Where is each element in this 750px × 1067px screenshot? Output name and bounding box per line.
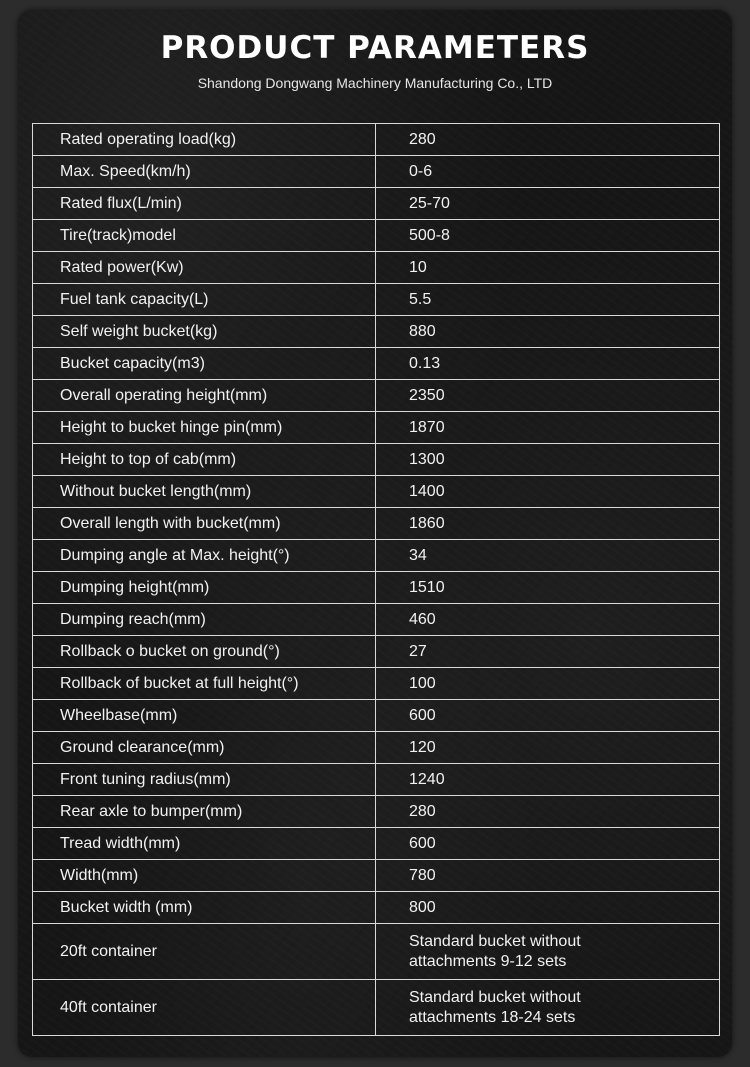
table-row [33,476,720,508]
table-row [33,604,720,636]
param-label: Rollback o bucket on ground(°) [33,636,376,668]
param-label: Rollback of bucket at full height(°) [33,668,376,700]
table-row [33,924,720,980]
param-value: 1870 [376,412,720,444]
table-row [33,540,720,572]
page-title: PRODUCT PARAMETERS [160,30,590,66]
param-label: Dumping height(mm) [33,572,376,604]
table-row [33,572,720,604]
param-value: 500-8 [376,220,720,252]
param-label: Rated operating load(kg) [33,124,376,156]
param-value: 2350 [376,380,720,412]
param-label: Rated power(Kw) [33,252,376,284]
param-value: 100 [376,668,720,700]
param-label: Without bucket length(mm) [33,476,376,508]
table-row [33,828,720,860]
param-label: Height to top of cab(mm) [33,444,376,476]
param-value-line: Standard bucket without [409,932,581,950]
param-value-line: attachments 9-12 sets [409,952,567,970]
param-value: 600 [376,828,720,860]
param-label: Fuel tank capacity(L) [33,284,376,316]
param-value: 780 [376,860,720,892]
param-value-line: Standard bucket without [409,988,581,1006]
parameters-table [32,123,720,1036]
table-row [33,764,720,796]
table-row [33,980,720,1036]
table-row [33,124,720,156]
table-row [33,796,720,828]
table-row [33,860,720,892]
param-label: 40ft container [33,980,376,1036]
param-value: 880 [376,316,720,348]
param-label: Overall operating height(mm) [33,380,376,412]
param-value: 1300 [376,444,720,476]
param-label: Bucket capacity(m3) [33,348,376,380]
param-label: Rear axle to bumper(mm) [33,796,376,828]
param-value [376,980,720,1036]
param-value-line: attachments 18-24 sets [409,1008,576,1026]
param-label: Ground clearance(mm) [33,732,376,764]
param-value [376,924,720,980]
table-row [33,444,720,476]
param-value: 0-6 [376,156,720,188]
param-value: 460 [376,604,720,636]
param-value: 25-70 [376,188,720,220]
table-row [33,348,720,380]
param-label: Wheelbase(mm) [33,700,376,732]
table-row [33,316,720,348]
param-label: Overall length with bucket(mm) [33,508,376,540]
param-label: Rated flux(L/min) [33,188,376,220]
table-row [33,668,720,700]
param-value: 1510 [376,572,720,604]
param-value: 0.13 [376,348,720,380]
table-row [33,188,720,220]
table-row [33,284,720,316]
param-label: Width(mm) [33,860,376,892]
param-label: Tread width(mm) [33,828,376,860]
param-value: 600 [376,700,720,732]
param-value: 10 [376,252,720,284]
param-value: 1400 [376,476,720,508]
table-row [33,252,720,284]
table-row [33,700,720,732]
table-row [33,892,720,924]
table-row [33,412,720,444]
param-value: 800 [376,892,720,924]
param-value: 5.5 [376,284,720,316]
param-label: Self weight bucket(kg) [33,316,376,348]
param-value: 34 [376,540,720,572]
param-label: Dumping reach(mm) [33,604,376,636]
table-row [33,220,720,252]
param-value: 280 [376,124,720,156]
param-label: Front tuning radius(mm) [33,764,376,796]
param-label: Bucket width (mm) [33,892,376,924]
param-value: 1860 [376,508,720,540]
table-row [33,636,720,668]
table-row [33,508,720,540]
table-row [33,380,720,412]
table-row [33,732,720,764]
param-label: Tire(track)model [33,220,376,252]
param-label: Max. Speed(km/h) [33,156,376,188]
param-label: Dumping angle at Max. height(°) [33,540,376,572]
param-value: 1240 [376,764,720,796]
param-value: 280 [376,796,720,828]
param-label: Height to bucket hinge pin(mm) [33,412,376,444]
param-label: 20ft container [33,924,376,980]
company-subtitle: Shandong Dongwang Machinery Manufacturing Co., LTD [197,75,553,91]
param-value: 27 [376,636,720,668]
table-row [33,156,720,188]
param-value: 120 [376,732,720,764]
